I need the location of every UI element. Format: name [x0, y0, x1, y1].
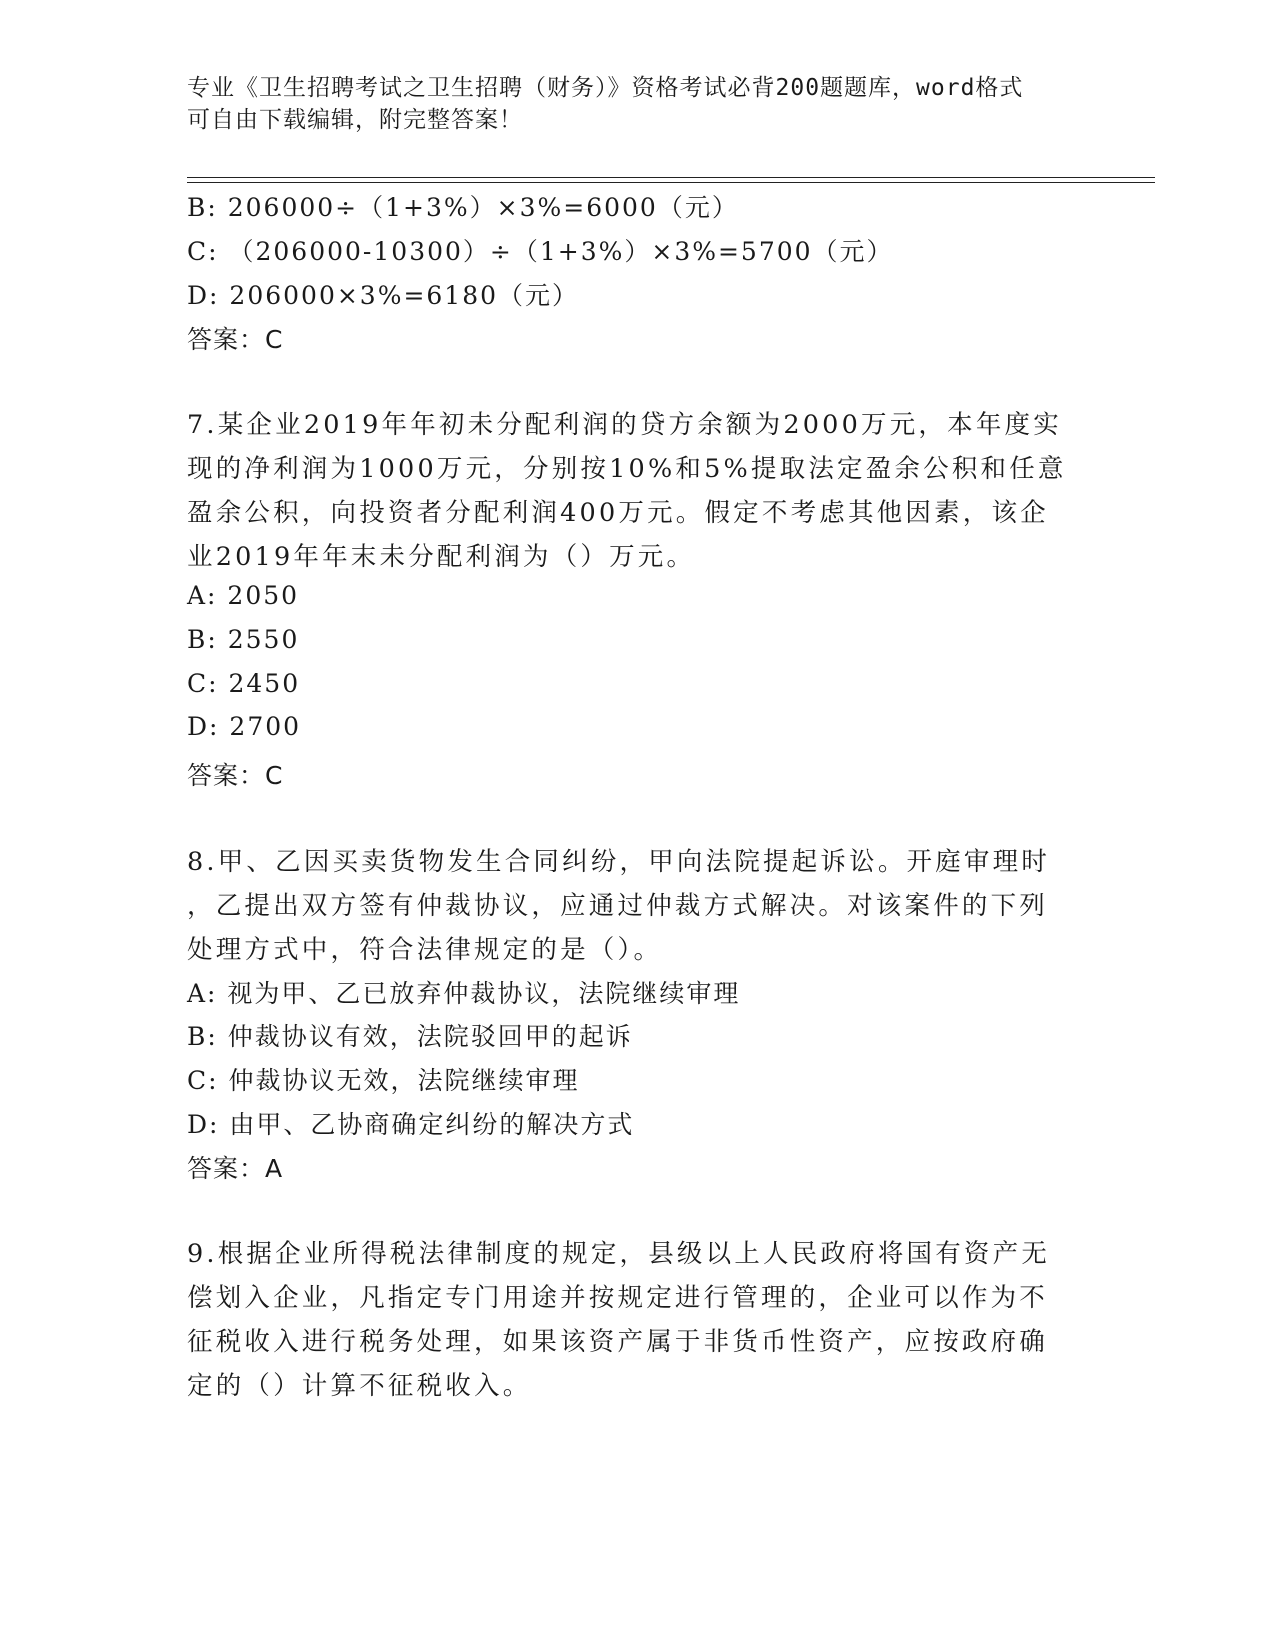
q6-option-c: C: （206000-10300）÷（1+3%）×3%=5700（元）	[187, 237, 894, 266]
q8-option-a: A: 视为甲、乙已放弃仲裁协议，法院继续审理	[187, 979, 741, 1008]
q7-stem-line-2: 现的净利润为1000万元，分别按10%和5%提取法定盈余公积和任意	[187, 454, 1067, 484]
q7-option-c: C: 2450	[187, 669, 301, 698]
q9-stem-line-2: 偿划入企业，凡指定专门用途并按规定进行管理的，企业可以作为不	[187, 1283, 1049, 1313]
q7-stem-line-1: 7.某企业2019年年初未分配利润的贷方余额为2000万元，本年度实	[187, 410, 1062, 440]
q9-stem-line-4: 定的（）计算不征税收入。	[187, 1371, 532, 1401]
q7-option-b: B: 2550	[187, 625, 300, 654]
header-title-line-1: 专业《卫生招聘考试之卫生招聘（财务）》资格考试必背200题题库，word格式	[187, 75, 1024, 101]
q7-option-d: D: 2700	[187, 712, 302, 741]
q7-stem-line-3: 盈余公积，向投资者分配利润400万元。假定不考虑其他因素，该企	[187, 498, 1049, 528]
q9-stem-line-3: 征税收入进行税务处理，如果该资产属于非货币性资产，应按政府确	[187, 1327, 1049, 1357]
q8-answer: 答案：A	[187, 1154, 284, 1183]
q7-answer: 答案：C	[187, 761, 284, 790]
q6-option-b: B: 206000÷（1+3%）×3%=6000（元）	[187, 193, 739, 222]
q8-stem-line-1: 8.甲、乙因买卖货物发生合同纠纷，甲向法院提起诉讼。开庭审理时	[187, 847, 1051, 877]
q7-option-a: A: 2050	[187, 581, 300, 610]
q9-stem-line-1: 9.根据企业所得税法律制度的规定，县级以上人民政府将国有资产无	[187, 1239, 1051, 1269]
q8-option-d: D: 由甲、乙协商确定纠纷的解决方式	[187, 1110, 635, 1139]
q6-answer: 答案：C	[187, 325, 284, 354]
q6-option-d: D: 206000×3%=6180（元）	[187, 281, 580, 310]
header-rule-bottom	[187, 182, 1155, 183]
header-title-line-2: 可自由下载编辑，附完整答案！	[187, 107, 523, 133]
q7-stem-line-4: 业2019年年末未分配利润为（）万元。	[187, 542, 696, 572]
document-header	[187, 72, 1067, 136]
header-rule-top	[187, 177, 1155, 178]
q8-stem-line-3: 处理方式中，符合法律规定的是（）。	[187, 935, 663, 965]
q8-option-b: B: 仲裁协议有效，法院驳回甲的起诉	[187, 1022, 633, 1051]
q8-option-c: C: 仲裁协议无效，法院继续审理	[187, 1066, 580, 1095]
q8-stem-line-2: ，乙提出双方签有仲裁协议，应通过仲裁方式解决。对该案件的下列	[187, 891, 1049, 921]
